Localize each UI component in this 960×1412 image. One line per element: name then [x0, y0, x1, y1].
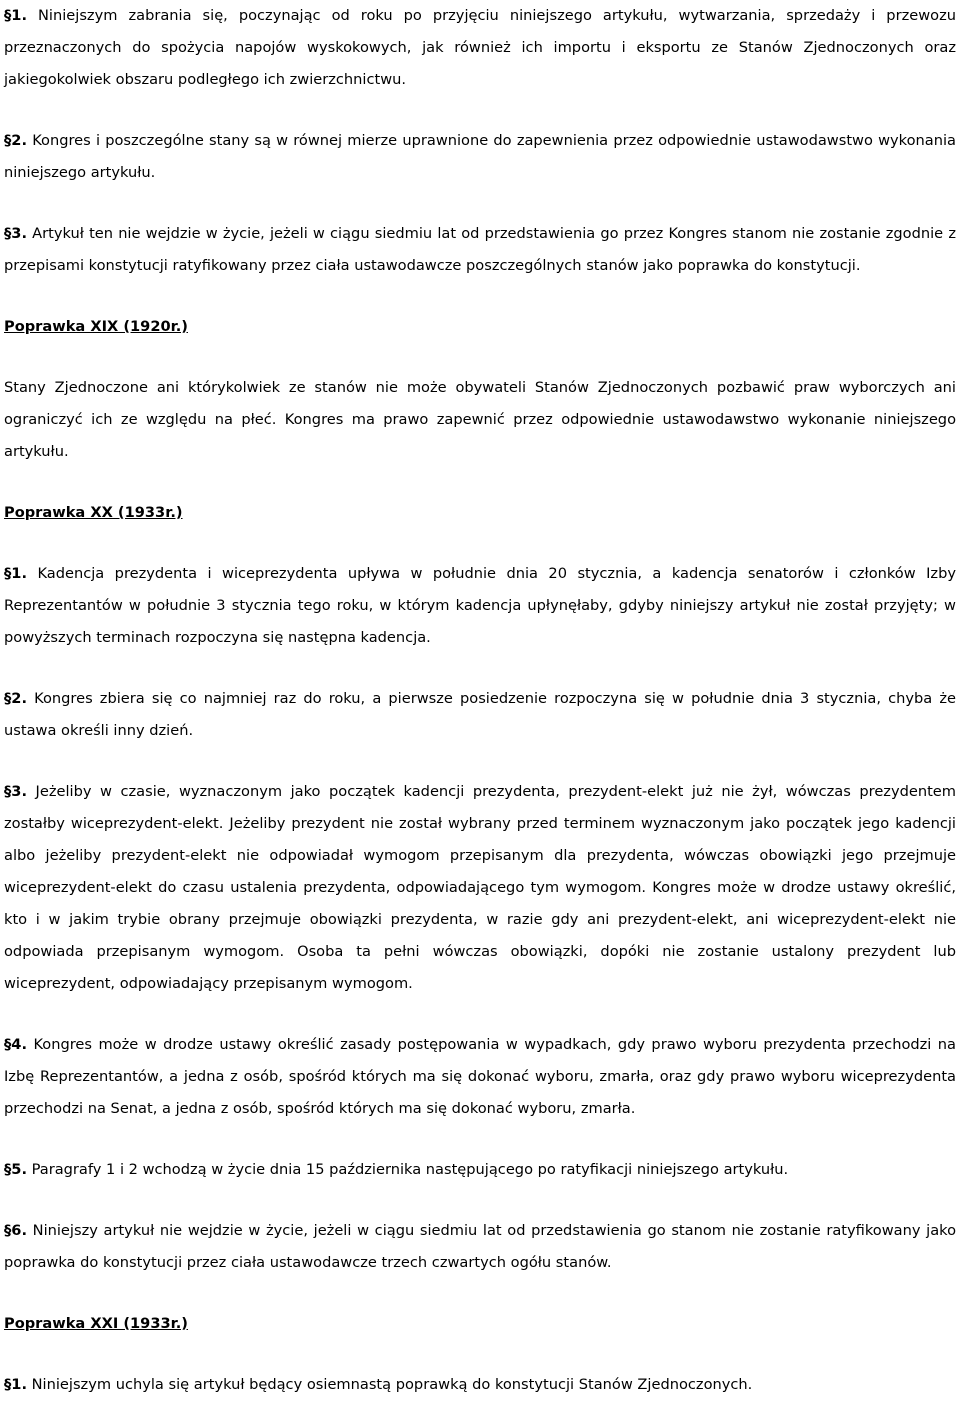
paragraph-text: Niniejszym uchyla się artykuł będący osiemnastą poprawką do konstytucji Stanów Zjednoczonych. [27, 1376, 753, 1393]
section-number: §3. [4, 225, 27, 242]
section-number: §4. [4, 1036, 27, 1053]
amendment-heading: Poprawka XX (1933r.) [4, 504, 183, 521]
section-number: §1. [4, 7, 27, 24]
section-number: §1. [4, 1376, 27, 1393]
paragraph-text: Jeżeliby w czasie, wyznaczonym jako początek kadencji prezydenta, prezydent-elekt już nie żył, wówczas prezydentem zostałby wiceprezydent-elekt. Jeżeliby prezydent nie został wybrany przed terminem wyznaczonym jako początek jego kadencji albo jeżeliby prezydent-elekt nie odpowiadał wymogom przepisanym dla prezydenta, wówczas obowiązki jego przejmuje wiceprezydent-elekt do czasu ustalenia prezydenta, odpowiadającego tym wymogom. Kongres może w drodze ustawy określić, kto i w jakim trybie obrany przejmuje obowiązki prezydenta, w razie gdy ani prezydent-elekt, ani wiceprezydent-elekt nie odpowiada przepisanym wymogom. Osoba ta pełni wówczas obowiązki, dopóki nie zostanie ustalony prezydent lub wiceprezydent, odpowiadający przepisanym wymogom. [4, 783, 956, 992]
section-paragraph [4, 125, 956, 189]
section-paragraph [4, 558, 956, 654]
paragraph-text: Niniejszy artykuł nie wejdzie w życie, jeżeli w ciągu siedmiu lat od przedstawienia go stanom nie zostanie ratyfikowany jako poprawka do konstytucji przez ciała ustawodawcze trzech czwartych ogółu stanów. [4, 1222, 956, 1271]
amendment-heading: Poprawka XIX (1920r.) [4, 318, 188, 335]
section-paragraph [4, 218, 956, 282]
paragraph-text: Stany Zjednoczone ani którykolwiek ze stanów nie może obywateli Stanów Zjednoczonych pozbawić praw wyborczych ani ograniczyć ich ze względu na płeć. Kongres ma prawo zapewnić przez odpowiednie ustawodawstwo wykonanie niniejszego artykułu. [4, 379, 956, 460]
section-number: §3. [4, 783, 27, 800]
paragraph-text: Artykuł ten nie wejdzie w życie, jeżeli w ciągu siedmiu lat od przedstawienia go przez Kongres stanom nie zostanie zgodnie z przepisami konstytucji ratyfikowany przez ciała ustawodawcze poszczególnych stanów jako poprawka do konstytucji. [4, 225, 956, 274]
section-paragraph [4, 1369, 956, 1401]
section-paragraph [4, 1029, 956, 1125]
paragraph-text: Kadencja prezydenta i wiceprezydenta upływa w południe dnia 20 stycznia, a kadencja senatorów i członków Izby Reprezentantów w południe 3 stycznia tego roku, w którym kadencja upłynęłaby, gdyby niniejszy artykuł nie został przyjęty; w powyższych terminach rozpoczyna się następna kadencja. [4, 565, 956, 646]
section-paragraph [4, 683, 956, 747]
section-number: §1. [4, 565, 27, 582]
section-paragraph [4, 1215, 956, 1279]
section-paragraph [4, 0, 956, 96]
paragraph-text: Paragrafy 1 i 2 wchodzą w życie dnia 15 października następującego po ratyfikacji niniejszego artykułu. [27, 1161, 789, 1178]
paragraph-text: Kongres zbiera się co najmniej raz do roku, a pierwsze posiedzenie rozpoczyna się w południe dnia 3 stycznia, chyba że ustawa określi inny dzień. [4, 690, 956, 739]
paragraph-text: Kongres może w drodze ustawy określić zasady postępowania w wypadkach, gdy prawo wyboru prezydenta przechodzi na Izbę Reprezentantów, a jedna z osób, spośród których ma się dokonać wyboru, zmarła, oraz gdy prawo wyboru wiceprezydenta przechodzi na Senat, a jedna z osób, spośród których ma się dokonać wyboru, zmarła. [4, 1036, 956, 1117]
section-number: §2. [4, 690, 27, 707]
amendment-heading: Poprawka XXI (1933r.) [4, 1315, 188, 1332]
section-paragraph [4, 1154, 956, 1186]
section-paragraph [4, 776, 956, 1000]
paragraph-text: Niniejszym zabrania się, poczynając od roku po przyjęciu niniejszego artykułu, wytwarzania, sprzedaży i przewozu przeznaczonych do spożycia napojów wyskokowych, jak również ich importu i eksportu ze Stanów Zjednoczonych oraz jakiegokolwiek obszaru podległego ich zwierzchnictwu. [4, 7, 956, 88]
section-paragraph [4, 372, 956, 468]
section-number: §5. [4, 1161, 27, 1178]
section-number: §2. [4, 132, 27, 149]
section-number: §6. [4, 1222, 27, 1239]
paragraph-text: Kongres i poszczególne stany są w równej mierze uprawnione do zapewnienia przez odpowiednie ustawodawstwo wykonania niniejszego artykułu. [4, 132, 956, 181]
